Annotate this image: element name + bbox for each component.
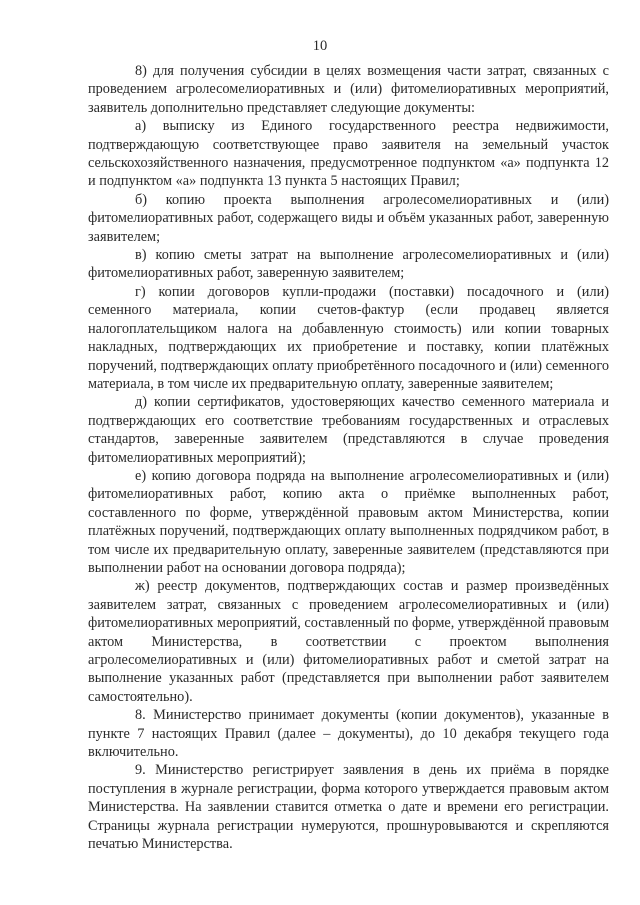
subitem-g-purchase-contracts: г) копии договоров купли-продажи (поставки) посадочного и (или) семенного материала, копии счетов-фактур (если продавец является налогоплательщиком налога на добавленную стоимость) или копии товарных накладных, подтверждающих их приобретение и поставку, копии платёжных поручений, подтверждающих оплату приобретённого посадочного и (или) семенного материала, в том числе их предварительную оплату, заверенные заявителем; [88, 283, 609, 392]
paragraph-8-subsidy-documents: 8) для получения субсидии в целях возмещения части затрат, связанных с проведением агролесомелиоративных и (или) фитомелиоративных мероприятий, заявитель дополнительно представляет следующие документы: [88, 63, 609, 116]
subitem-e-contract-copy: е) копию договора подряда на выполнение агролесомелиоративных и (или) фитомелиоративных работ, копию акта о приёмке выполненных работ, составленного по форме, утверждённой правовым актом Министерства, копии платёжных поручений, подтверждающих оплату выполненных подрядчиком работ, в том числе их предварительную оплату, заверенные заявителем (представляются при выполнении работ на основании договора подряда); [88, 467, 609, 576]
subitem-v-estimate-copy: в) копию сметы затрат на выполнение агролесомелиоративных и (или) фитомелиоративных работ, заверенную заявителем; [88, 247, 609, 282]
clause-8-acceptance-deadline: 8. Министерство принимает документы (копии документов), указанные в пункте 7 настоящих Правил (далее – документы), до 10 декабря текущего года включительно. [88, 707, 609, 761]
subitem-a-registry-extract: а) выписку из Единого государственного реестра недвижимости, подтверждающую соответствующее право заявителя на земельный участок сельскохозяйственного назначения, предусмотренное подпунктом «а» подпункта 12 и подпунктом «а» подпункта 13 пункта 5 настоящих Правил; [88, 118, 609, 190]
subitem-b-project-copy: б) копию проекта выполнения агролесомелиоративных и (или) фитомелиоративных работ, содержащего виды и объём указанных работ, заверенную заявителем; [88, 191, 609, 245]
subitem-d-certificates: д) копии сертификатов, удостоверяющих качество семенного материала и подтверждающих его соответствие требованиям государственных и отраслевых стандартов, заверенные заявителем (представляются в случае проведения фитомелиоративных мероприятий); [88, 394, 609, 466]
document-body [88, 62, 609, 853]
subitem-zh-documents-register: ж) реестр документов, подтверждающих состав и размер произведённых заявителем затрат, связанных с проведением агролесомелиоративных и (или) фитомелиоративных мероприятий, составленный по форме, утверждённой правовым актом Министерства, в соответствии с проектом выполнения агролесомелиоративных и (или) фитомелиоративных работ и сметой затрат на выполнение указанных работ (представляется при выполнении работ заявителем самостоятельно). [88, 578, 609, 705]
page-number: 10 [312, 38, 328, 54]
clause-9-registration: 9. Министерство регистрирует заявления в день их приёма в порядке поступления в журнале регистрации, форма которого утверждается правовым актом Министерства. На заявлении ставится отметка о дате и времени его регистрации. Страницы журнала регистрации нумеруются, прошнуровываются и скрепляются печатью Министерства. [88, 762, 609, 853]
